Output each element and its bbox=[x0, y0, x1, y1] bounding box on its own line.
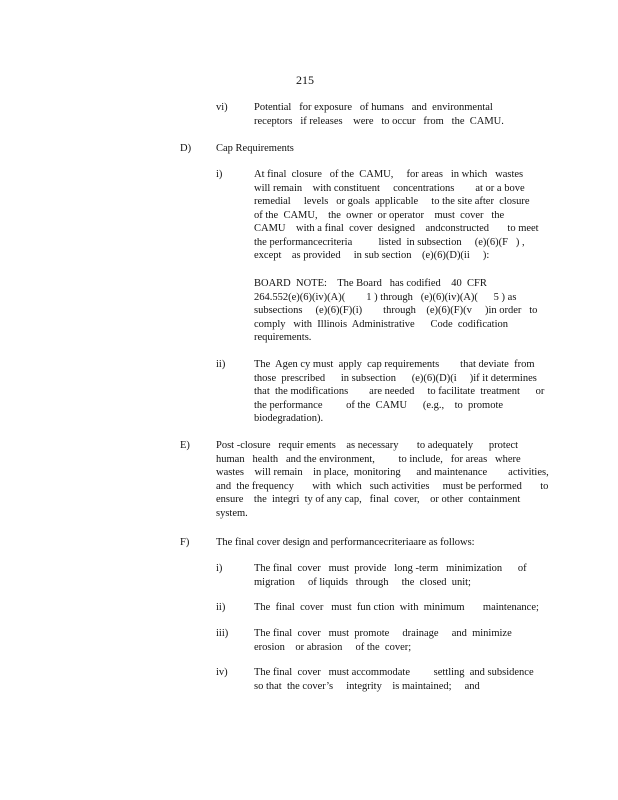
text-line: the performance of the CAMU (e.g., to promote bbox=[254, 399, 504, 411]
item-vi-text bbox=[254, 101, 504, 128]
text-line: At final closure of the CAMU, for areas in which wastes bbox=[254, 169, 524, 180]
text-line: Potential for exposure of humans and environmental bbox=[254, 102, 493, 113]
text-line: system. bbox=[216, 507, 248, 519]
page-number: 215 bbox=[296, 73, 314, 87]
text-line: The Agen cy must apply cap requirements that deviate from bbox=[254, 359, 535, 370]
item-f-iv-text bbox=[254, 666, 534, 693]
text-line: The final cover must fun ction with minimum maintenance; bbox=[254, 602, 539, 613]
section-e-label: E) bbox=[180, 440, 190, 451]
text-line: 264.552(e)(6)(iv)(A)( 1 ) through (e)(6)(iv)(A)( 5 ) as bbox=[254, 291, 517, 303]
item-f-i-text bbox=[254, 562, 527, 589]
text-line: BOARD NOTE: The Board has codified 40 CFR bbox=[254, 278, 487, 289]
text-line: the performancecriteria listed in subsection (e)(6)(F ) , bbox=[254, 236, 525, 248]
text-line: requirements. bbox=[254, 332, 312, 343]
section-d-heading: Cap Requirements bbox=[216, 143, 294, 154]
text-line: wastes will remain in place, monitoring and maintenance activities, bbox=[216, 467, 549, 478]
text-line: remedial levels or goals applicable to the site after closure bbox=[254, 196, 530, 207]
text-line: those prescribed in subsection (e)(6)(D)(i )if it determines bbox=[254, 372, 537, 384]
text-line: of the CAMU, the owner or operator must cover the bbox=[254, 209, 505, 221]
section-e-text bbox=[216, 439, 549, 520]
text-line: and the frequency with which such activities must be performed to bbox=[216, 480, 549, 492]
text-line: subsections (e)(6)(F)(i) through (e)(6)(F)(v )in order to bbox=[254, 305, 538, 316]
text-line: receptors if releases were to occur from the CAMU. bbox=[254, 115, 504, 127]
section-f-label: F) bbox=[180, 537, 190, 548]
text-line: migration of liquids through the closed unit; bbox=[254, 576, 471, 588]
item-f-iii-label: iii) bbox=[216, 628, 229, 639]
text-line: except as provided in sub section (e)(6)(D)(ii ): bbox=[254, 250, 490, 261]
text-line: human health and the environment, to include, for areas where bbox=[216, 453, 521, 465]
text-line: The final cover must accommodate settling and subsidence bbox=[254, 667, 534, 678]
item-f-ii-text bbox=[254, 601, 539, 615]
text-line: Post -closure requir ements as necessary to adequately protect bbox=[216, 440, 519, 451]
item-d-i-label: i) bbox=[216, 169, 223, 180]
item-f-iv-label: iv) bbox=[216, 667, 228, 678]
item-d-ii-text bbox=[254, 358, 544, 426]
item-d-i-text bbox=[254, 168, 539, 263]
item-vi-label: vi) bbox=[216, 102, 228, 113]
text-line: so that the cover’s integrity is maintained; and bbox=[254, 680, 480, 692]
text-line: The final cover must promote drainage and minimize bbox=[254, 628, 512, 639]
item-f-ii-label: ii) bbox=[216, 602, 226, 613]
board-note bbox=[254, 277, 537, 345]
text-line: CAMU with a final cover designed andconstructed to meet bbox=[254, 223, 539, 234]
text-line: The final cover must provide long -term minimization of bbox=[254, 563, 527, 574]
text-line: biodegradation). bbox=[254, 413, 324, 424]
text-line: ensure the integri ty of any cap, final cover, or other containment bbox=[216, 494, 521, 505]
item-f-iii-text bbox=[254, 627, 512, 654]
item-f-i-label: i) bbox=[216, 563, 223, 574]
text-line: comply with Illinois Administrative Code codification bbox=[254, 318, 509, 330]
section-d-label: D) bbox=[180, 143, 192, 154]
section-f-heading: The final cover design and performancecriteriaare as follows: bbox=[216, 537, 475, 548]
text-line: erosion or abrasion of the cover; bbox=[254, 641, 412, 653]
item-d-ii-label: ii) bbox=[216, 359, 226, 370]
text-line: that the modifications are needed to facilitate treatment or bbox=[254, 386, 545, 397]
text-line: will remain with constituent concentrations at or a bove bbox=[254, 182, 525, 194]
